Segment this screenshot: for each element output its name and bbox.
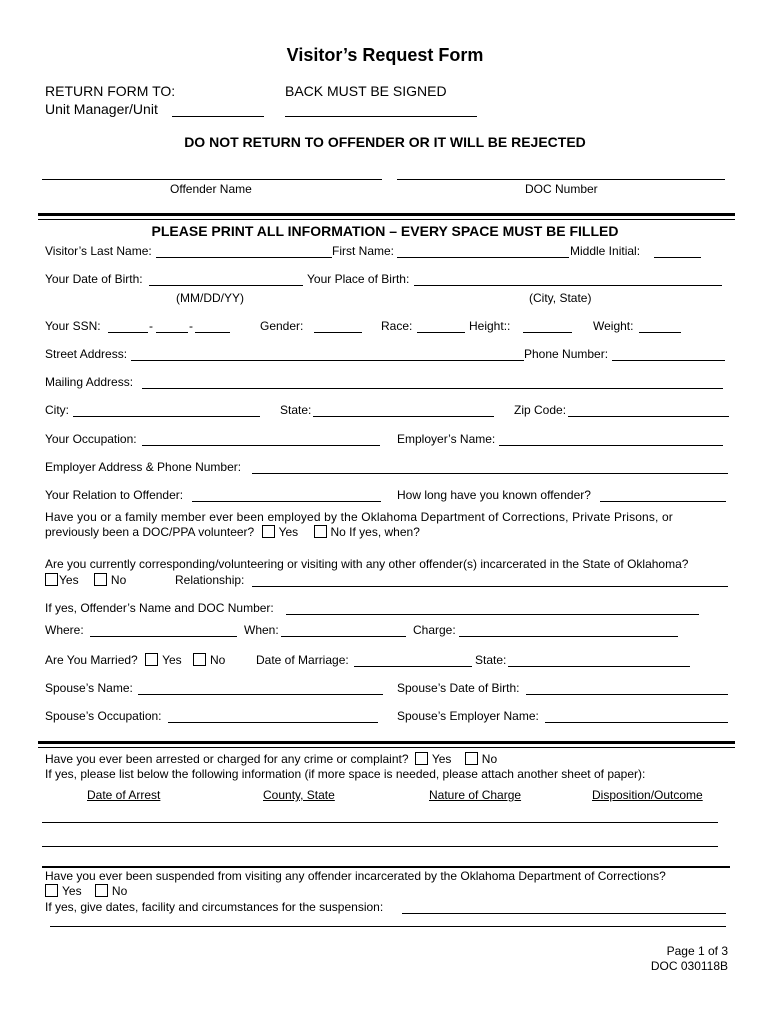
divider [38,213,735,216]
dob-hint: (MM/DD/YY) [176,291,244,305]
ssn-dash: - [189,319,193,333]
height-field[interactable] [523,332,572,333]
col-date-of-arrest: Date of Arrest [87,788,161,802]
signature-field[interactable] [285,116,477,117]
relation-field[interactable] [192,501,381,502]
city-field[interactable] [73,416,260,417]
pob-hint: (City, State) [529,291,592,305]
form-title: Visitor’s Request Form [286,45,484,65]
last-name-field[interactable] [156,257,332,258]
how-long-field[interactable] [600,501,726,502]
ssn-dash: - [149,319,153,333]
warning-text: DO NOT RETURN TO OFFENDER OR IT WILL BE REJECTED [184,134,586,150]
city-label: City: [45,403,69,417]
relation-label: Your Relation to Offender: [45,488,184,502]
state-label: State: [280,403,312,417]
height-label: Height:: [469,319,511,333]
offender-name-field[interactable] [42,179,382,180]
if-yes-offender-label: If yes, Offender’s Name and DOC Number: [45,601,274,615]
phone-label: Phone Number: [524,347,609,361]
if-yes-offender-field[interactable] [286,614,699,615]
spouse-dob-label: Spouse’s Date of Birth: [397,681,520,695]
date-marriage-label: Date of Marriage: [256,653,349,667]
when-label: When: [244,623,279,637]
suspension-question: Have you ever been suspended from visiting any offender incarcerated by the Oklahoma Department of Corrections? [45,869,666,883]
married-yes-checkbox[interactable] [145,653,158,666]
relationship-label: Relationship: [175,573,245,587]
no-label: No [110,573,127,587]
arrest-question: Have you ever been arrested or charged for any crime or complaint? [45,752,409,766]
no-label: No [210,653,226,667]
married-row [45,653,225,667]
employed-question-2 [45,525,420,539]
married-no-checkbox[interactable] [193,653,206,666]
arrest-row [45,752,497,766]
suspension-details-field[interactable] [402,913,726,914]
where-label: Where: [45,623,84,637]
first-name-label: First Name: [332,244,395,258]
offender-name-label: Offender Name [170,182,252,196]
mailing-field[interactable] [142,388,723,389]
no-label: No [111,884,128,898]
divider [38,747,735,748]
ssn-label: Your SSN: [45,319,101,333]
charge-label: Charge: [413,623,456,637]
page-number: Page 1 of 3 [666,944,728,958]
street-label: Street Address: [45,347,128,361]
yes-label: Yes [431,752,452,766]
arrest-no-checkbox[interactable] [465,752,478,765]
last-name-label: Visitor’s Last Name: [45,244,152,258]
spouse-occupation-label: Spouse’s Occupation: [45,709,162,723]
suspension-details-field-2[interactable] [50,926,726,927]
employed-no-checkbox[interactable] [314,525,327,538]
relationship-field[interactable] [252,586,728,587]
pob-label: Your Place of Birth: [307,272,410,286]
first-name-field[interactable] [397,257,569,258]
col-nature-of-charge: Nature of Charge [429,788,522,802]
employer-field[interactable] [499,445,723,446]
ssn-field-1[interactable] [108,332,148,333]
marriage-state-label: State: [475,653,507,667]
spouse-name-label: Spouse’s Name: [45,681,133,695]
employer-address-field[interactable] [252,473,728,474]
yes-label: Yes [162,653,182,667]
zip-label: Zip Code: [514,403,567,417]
divider [38,741,735,744]
corresponding-question: Are you currently corresponding/volunteering or visiting with any other offender(s) incarcerated in the State of Oklahoma? [45,557,689,571]
dob-field[interactable] [149,285,303,286]
gender-field[interactable] [314,332,362,333]
date-marriage-field[interactable] [354,666,472,667]
arrest-instructions: If yes, please list below the following information (if more space is needed, please attach another sheet of paper): [45,767,646,781]
corresponding-yes-checkbox[interactable] [45,573,58,586]
arrest-yes-checkbox[interactable] [415,752,428,765]
spouse-employer-label: Spouse’s Employer Name: [397,709,539,723]
doc-number-label: DOC Number [525,182,598,196]
race-field[interactable] [417,332,465,333]
street-field[interactable] [131,360,524,361]
arrest-entry-line[interactable] [42,822,718,823]
spouse-name-field[interactable] [138,694,383,695]
phone-field[interactable] [612,360,725,361]
occupation-label: Your Occupation: [45,432,137,446]
state-field[interactable] [313,416,494,417]
return-form-to: RETURN FORM TO: [45,83,176,99]
when-field[interactable] [281,636,406,637]
yes-label: Yes [278,525,299,539]
race-label: Race: [381,319,413,333]
spouse-occupation-field[interactable] [168,722,378,723]
weight-label: Weight: [593,319,634,333]
yes-label: Yes [62,884,82,898]
doc-number-field[interactable] [397,179,725,180]
suspension-no-checkbox[interactable] [95,884,108,897]
charge-field[interactable] [459,636,678,637]
zip-field[interactable] [568,416,729,417]
mailing-label: Mailing Address: [45,375,134,389]
divider [38,219,735,220]
dob-label: Your Date of Birth: [45,272,143,286]
suspension-options [45,884,127,898]
doc-code: DOC 030118B [650,959,728,973]
arrest-entry-line[interactable] [42,846,718,847]
suspension-yes-checkbox[interactable] [45,884,58,897]
employed-question: Have you or a family member ever been employed by the Oklahoma Department of Corrections, Private Prisons, or [45,510,673,524]
ssn-field-2[interactable] [156,332,188,333]
yes-label: Yes [59,573,79,587]
where-field[interactable] [90,636,237,637]
unit-manager-label: Unit Manager/Unit [45,101,158,117]
back-must-be-signed: BACK MUST BE SIGNED [285,83,447,99]
middle-initial-label: Middle Initial: [570,244,641,258]
col-county-state: County, State [263,788,335,802]
suspension-details-label: If yes, give dates, facility and circumstances for the suspension: [45,900,384,914]
married-label: Are You Married? [45,653,138,667]
spouse-dob-field[interactable] [526,694,728,695]
weight-field[interactable] [639,332,681,333]
middle-initial-field[interactable] [654,257,701,258]
ssn-field-3[interactable] [195,332,230,333]
employer-label: Employer’s Name: [397,432,496,446]
spouse-employer-field[interactable] [545,722,728,723]
gender-label: Gender: [260,319,304,333]
print-all-heading: PLEASE PRINT ALL INFORMATION – EVERY SPACE MUST BE FILLED [151,223,619,239]
employed-question-line2: previously been a DOC/PPA volunteer? [45,525,255,539]
occupation-field[interactable] [142,445,380,446]
divider [42,866,730,868]
corresponding-options [45,573,126,587]
col-disposition: Disposition/Outcome [592,788,703,802]
no-label: No [481,752,498,766]
how-long-label: How long have you known offender? [397,488,591,502]
employer-address-label: Employer Address & Phone Number: [45,460,242,474]
employed-yes-checkbox[interactable] [262,525,275,538]
pob-field[interactable] [414,285,722,286]
marriage-state-field[interactable] [508,666,690,667]
unit-manager-field[interactable] [172,116,264,117]
corresponding-no-checkbox[interactable] [94,573,107,586]
no-when-label: No If yes, when? [330,525,420,539]
